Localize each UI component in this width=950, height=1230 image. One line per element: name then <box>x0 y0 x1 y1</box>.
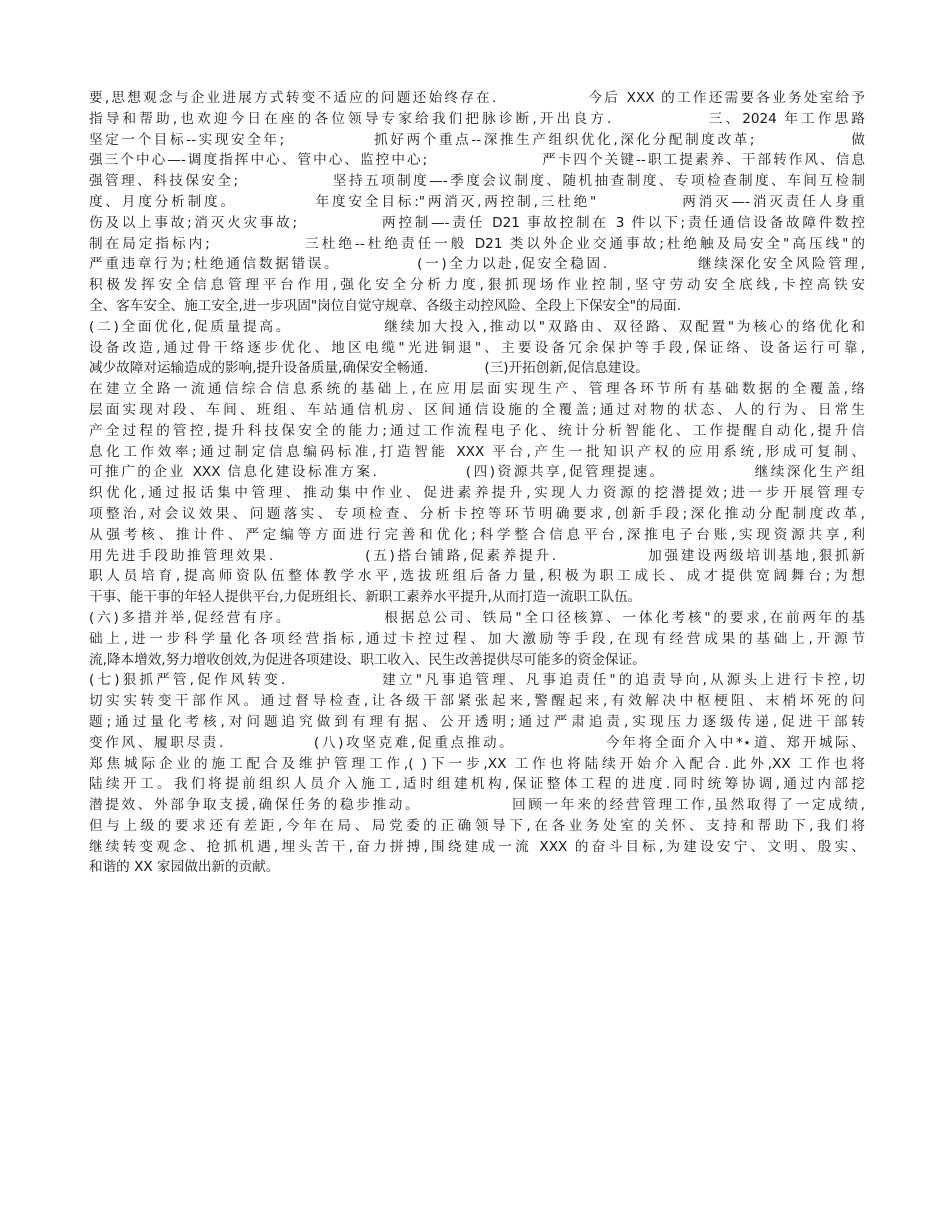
text-line: 变作风、履职尽责. (八)攻坚克难,促重点推动。 今年将全面介入中*⋆道、郑开城际、 <box>89 734 865 751</box>
text-line: 潜提效、外部争取支援,确保任务的稳步推动。 回顾一年来的经营管理工作,虽然取得了一定成绩, <box>89 797 865 814</box>
text-line: 切实实转变干部作风。通过督导检查,让各级干部紧张起来,警醒起来,有效解决中枢梗阻、末梢坏死的问 <box>89 693 865 710</box>
text-line: 础上,进一步科学量化各项经营指标,通过卡控过程、加大激励等手段,在现有经营成果的基础上,开源节 <box>89 630 865 647</box>
text-line: 职人员培育,提高师资队伍整体教学水平,选拔班组后备力量,积极为职工成长、成才提供宽阔舞台;为想 <box>89 568 865 585</box>
text-line: 要,思想观念与企业进展方式转变不适应的问题还始终存在. 今后 XXX 的工作还需要各业务处室给予 <box>89 90 865 106</box>
text-line: 和谐的 XX 家园做出新的贡献。 <box>89 859 280 876</box>
text-line: 陆续开工。我们将提前组织人员介入施工,适时组建机构,保证整体工程的进度.同时统筹协调,通过内部挖 <box>89 776 865 793</box>
text-line: 流,降本增效,努力增收创效,为促进各项建设、职工收入、民生改善提供尽可能多的资金保证。 <box>89 651 646 668</box>
text-line: 在建立全路一流通信综合信息系统的基础上,在应用层面实现生产、管理各环节所有基础数据的全覆盖,络 <box>89 381 865 398</box>
text-line: 设备改造,通过骨干络逐步优化、地区电缆"光进铜退"、主要设备冗余保护等手段,保证络、设备运行可靠, <box>89 339 865 356</box>
text-line: 制在局定指标内; 三杜绝--杜绝责任一般 D21 类以外企业交通事故;杜绝触及局安全"高压线"的 <box>89 235 865 252</box>
text-line: 继续转变观念、抢抓机遇,埋头苦干,奋力拼搏,围绕建成一流 XXX 的奋斗目标,为建设安宁、文明、殷实、 <box>89 838 865 855</box>
text-line: 度、月度分析制度。 年度安全目标:"两消灭,两控制,三杜绝" 两消灭—-消灭责任人身重 <box>89 193 865 210</box>
text-line: 减少故障对运输造成的影响,提升设备质量,确保安全畅通. (三)开拓创新,促信息建设。 <box>89 360 649 377</box>
text-line: 坚定一个目标--实现安全年; 抓好两个重点--深推生产组织优化,深化分配制度改革; 做 <box>89 131 865 148</box>
text-line: (六)多措并举,促经营有序。 根据总公司、铁局"全口径核算、一体化考核"的要求,在前两年的基 <box>89 609 865 626</box>
text-line: (七)狠抓严管,促作风转变. 建立"凡事追管理、凡事追责任"的追责导向,从源头上进行卡控,切 <box>89 672 865 689</box>
text-line: 强管理、科技保安全; 坚持五项制度—-季度会议制度、随机抽查制度、专项检查制度、车间互检制 <box>89 173 865 190</box>
text-line: 可推广的企业 XXX 信息化建设标准方案. (四)资源共享,促管理提速。 继续深化生产组 <box>89 464 865 481</box>
text-line: 息化工作效率;通过制定信息编码标准,打造智能 XXX 平台,产生一批知识产权的应用系统,形成可复制、 <box>89 443 865 460</box>
text-line: 产全过程的管控,提升科技保安全的能力;通过工作流程电子化、统计分析智能化、工作提醒自动化,提升信 <box>89 422 865 439</box>
text-line: 项整治,对会议效果、问题落实、专项检查、分析卡控等环节明确要求,创新手段;深化推动分配制度改革, <box>89 505 865 522</box>
text-line: 从强考核、推计件、严定编等方面进行完善和优化;科学整合信息平台,深推电子台账,实现资源共享,利 <box>89 526 865 543</box>
text-line: 织优化,通过报话集中管理、推动集中作业、促进素养提升,实现人力资源的挖潜提效;进一步开展管理专 <box>89 485 865 502</box>
text-line: 伤及以上事故;消灭火灾事故; 两控制—-责任 D21 事故控制在 3 件以下;责任通信设备故障件数控 <box>89 214 865 231</box>
text-line: 积极发挥安全信息管理平台作用,强化安全分析力度,狠抓现场作业控制,坚守劳动安全底线,卡控高铁安 <box>89 277 865 294</box>
text-line: 强三个中心—-调度指挥中心、管中心、监控中心; 严卡四个关键--职工提素养、干部转作风、信息 <box>89 152 865 169</box>
text-line: 干事、能干事的年轻人提供平台,力促班组长、新职工素养水平提升,从而打造一流职工队伍。 <box>89 589 642 606</box>
text-line: 全、客车安全、施工安全,进一步巩固"岗位自觉守规章、各级主动控风险、全段上下保安全"的局面. <box>89 297 682 314</box>
text-line: (二)全面优化,促质量提高。 继续加大投入,推动以"双路由、双径路、双配置"为核心的络优化和 <box>89 318 865 335</box>
document-body <box>89 88 865 878</box>
text-line: 指导和帮助,也欢迎今日在座的各位领导专家给我们把脉诊断,开出良方. 三、2024 年工作思路 <box>89 110 865 127</box>
text-line: 层面实现对段、车间、班组、车站通信机房、区间通信设施的全覆盖;通过对物的状态、人的行为、日常生 <box>89 401 865 418</box>
text-line: 严重违章行为;杜绝通信数据错误。 (一)全力以赴,促安全稳固. 继续深化安全风险管理, <box>89 256 865 273</box>
text-line: 但与上级的要求还有差距,今年在局、局党委的正确领导下,在各业务处室的关怀、支持和帮助下,我们将 <box>89 817 865 834</box>
text-line: 题;通过量化考核,对问题追究做到有理有据、公开透明;通过严肃追责,实现压力逐级传递,促进干部转 <box>89 713 865 730</box>
text-line: 用先进手段助推管理效果. (五)搭台铺路,促素养提升. 加强建设两级培训基地,狠抓新 <box>89 547 865 564</box>
text-line: 郑焦城际企业的施工配合及维护管理工作,( )下一步,XX 工作也将陆续开始介入配合.此外,XX 工作也将 <box>89 755 865 772</box>
